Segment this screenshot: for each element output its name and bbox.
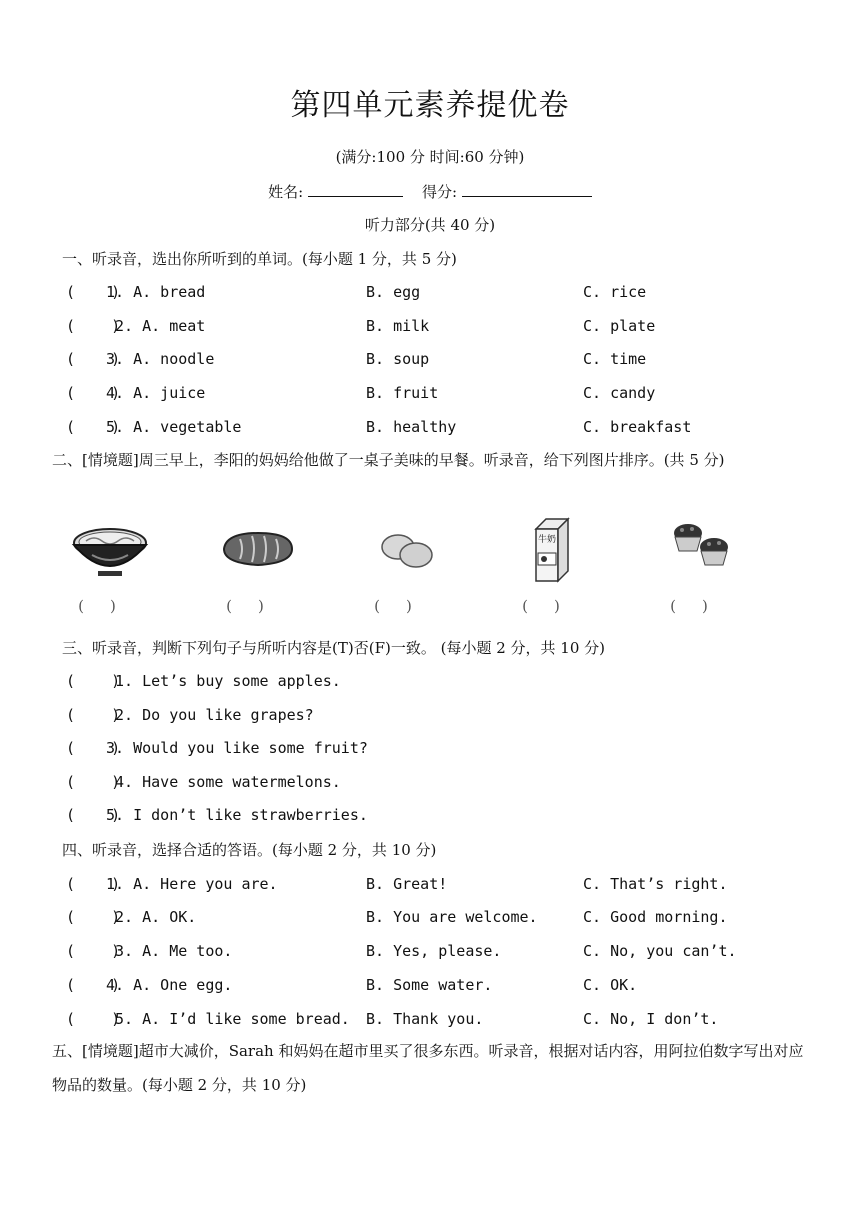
statement-text: 1. Let’s buy some apples. — [106, 672, 341, 690]
picture-item — [652, 515, 752, 620]
answer-blank[interactable]: ( ) — [66, 976, 121, 994]
order-blank[interactable]: () — [226, 597, 290, 615]
option-a: 1. A. Here you are. — [106, 875, 278, 893]
option-b: B. soup — [366, 350, 430, 368]
statement-text: 5. I don’t like strawberries. — [106, 806, 368, 824]
option-b: B. milk — [366, 317, 430, 335]
section4-heading: 四、听录音，选择合适的答语。(每小题 2 分，共 10 分) — [62, 841, 437, 859]
name-score-line — [0, 181, 860, 202]
answer-blank[interactable]: ( ) — [66, 350, 121, 368]
statement-text: 3. Would you like some fruit? — [106, 739, 368, 757]
answer-blank[interactable]: ( ) — [66, 739, 121, 757]
cupcakes-icon — [662, 515, 742, 580]
option-c: C. OK. — [583, 976, 638, 994]
option-c: C. candy — [583, 384, 656, 402]
picture-item — [208, 515, 308, 620]
answer-blank[interactable]: ( ) — [66, 283, 121, 301]
option-c: C. plate — [583, 317, 656, 335]
answer-blank[interactable]: ( ) — [66, 706, 121, 724]
answer-blank[interactable]: ( ) — [66, 1010, 121, 1028]
option-b: B. Yes, please. — [366, 942, 502, 960]
answer-blank[interactable]: ( ) — [66, 773, 121, 791]
answer-blank[interactable]: ( ) — [66, 908, 121, 926]
carton-label: 牛奶 — [537, 535, 557, 545]
option-c: C. breakfast — [583, 418, 692, 436]
answer-blank[interactable]: ( ) — [66, 942, 121, 960]
statement-text: 2. Do you like grapes? — [106, 706, 314, 724]
option-b: B. fruit — [366, 384, 439, 402]
option-a: 2. A. meat — [106, 317, 206, 335]
answer-blank[interactable]: ( ) — [66, 672, 121, 690]
answer-blank[interactable]: ( ) — [66, 317, 121, 335]
noodle-bowl-icon — [70, 515, 150, 580]
option-a: 2. A. OK. — [106, 908, 197, 926]
option-c: C. Good morning. — [583, 908, 728, 926]
section5-heading: 五、[情境题]超市大减价，Sarah 和妈妈在超市里买了很多东西。听录音，根据对话内容，用阿拉伯数字写出对应物品的数量。(每小题 2 分，共 10 分) — [52, 1042, 804, 1094]
statement-text: 4. Have some watermelons. — [106, 773, 341, 791]
option-b: B. egg — [366, 283, 421, 301]
section3-heading: 三、听录音，判断下列句子与所听内容是(T)否(F)一致。 (每小题 2 分，共 10 分) — [62, 639, 605, 657]
option-b: B. Great! — [366, 875, 448, 893]
order-blank[interactable]: () — [78, 597, 142, 615]
option-a: 5. A. I’d like some bread. — [106, 1010, 350, 1028]
picture-item — [356, 515, 456, 620]
milk-carton-icon — [514, 515, 594, 585]
eggs-icon — [366, 515, 446, 580]
score-blank[interactable] — [462, 182, 592, 197]
option-c: C. No, you can’t. — [583, 942, 737, 960]
answer-blank[interactable]: ( ) — [66, 806, 121, 824]
option-a: 1. A. bread — [106, 283, 206, 301]
option-a: 3. A. Me too. — [106, 942, 233, 960]
option-a: 5. A. vegetable — [106, 418, 242, 436]
score-label: 得分: — [422, 183, 458, 201]
order-blank[interactable]: () — [374, 597, 438, 615]
picture-item — [60, 515, 160, 620]
option-b: B. Some water. — [366, 976, 493, 994]
answer-blank[interactable]: ( ) — [66, 384, 121, 402]
option-a: 4. A. One egg. — [106, 976, 233, 994]
name-label: 姓名: — [268, 183, 304, 201]
option-c: C. That’s right. — [583, 875, 728, 893]
bread-icon — [218, 515, 298, 580]
breakfast-pictures — [60, 515, 760, 620]
page-title: 第四单元素养提优卷 — [290, 88, 570, 123]
order-blank[interactable]: () — [522, 597, 586, 615]
score-time-info: (满分:100 分 时间:60 分钟) — [335, 148, 525, 166]
option-b: B. Thank you. — [366, 1010, 484, 1028]
name-blank[interactable] — [308, 182, 403, 197]
answer-blank[interactable]: ( ) — [66, 875, 121, 893]
section2-heading: 二、[情境题]周三早上，李阳的妈妈给他做了一桌子美味的早餐。听录音，给下列图片排序。(共 5 分) — [52, 451, 725, 469]
picture-item — [504, 515, 604, 620]
option-c: C. No, I don’t. — [583, 1010, 719, 1028]
option-b: B. healthy — [366, 418, 457, 436]
section1-heading: 一、听录音，选出你所听到的单词。(每小题 1 分，共 5 分) — [62, 250, 457, 268]
option-b: B. You are welcome. — [366, 908, 538, 926]
listening-section-title: 听力部分(共 40 分) — [364, 216, 496, 234]
order-blank[interactable]: () — [670, 597, 734, 615]
option-a: 3. A. noodle — [106, 350, 215, 368]
option-c: C. time — [583, 350, 647, 368]
answer-blank[interactable]: ( ) — [66, 418, 121, 436]
option-c: C. rice — [583, 283, 647, 301]
option-a: 4. A. juice — [106, 384, 206, 402]
